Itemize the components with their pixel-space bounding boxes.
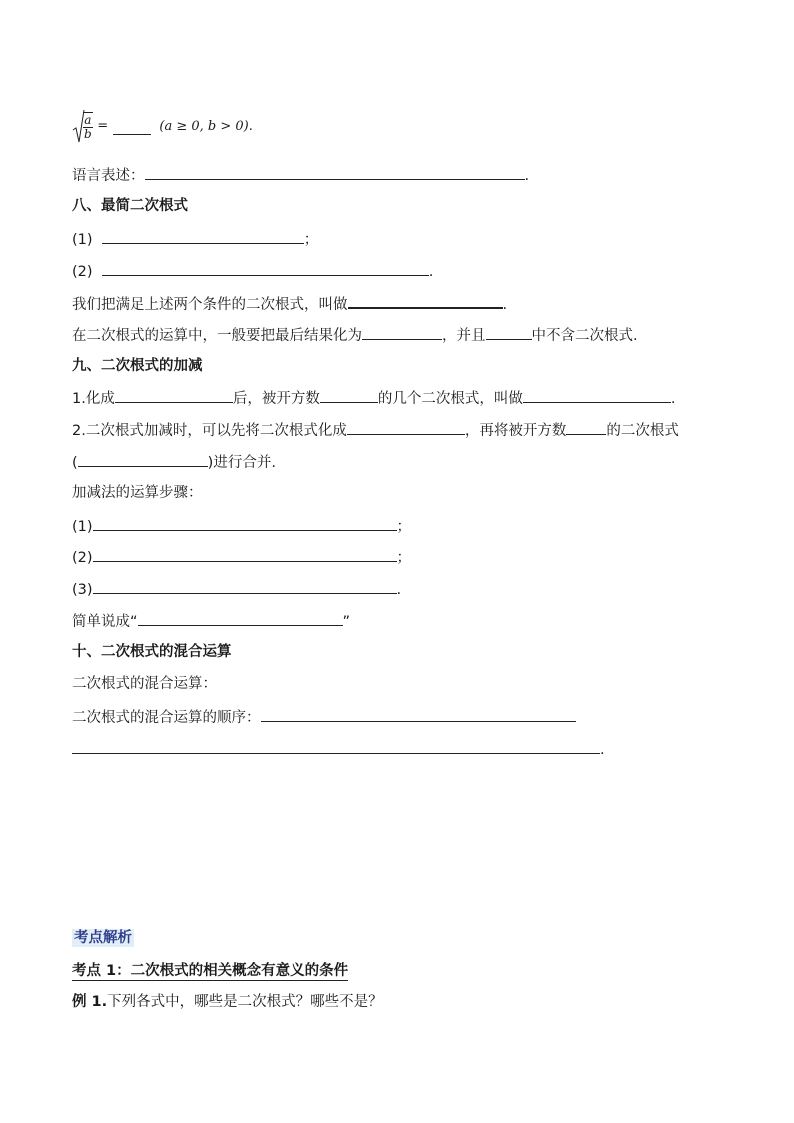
- sentence-text: 二次根式的混合运算的顺序：: [72, 710, 261, 726]
- period: .: [428, 264, 434, 280]
- example-text: 下列各式中，哪些是二次根式？哪些不是？: [107, 994, 383, 1010]
- sentence-text: 的二次根式: [606, 423, 679, 439]
- item-number: (2): [72, 264, 93, 280]
- semicolon: ；: [396, 519, 412, 535]
- step-number: (2): [72, 550, 93, 566]
- order-blank-1[interactable]: [261, 706, 576, 722]
- close-quote: ”: [342, 614, 351, 630]
- sentence-text: ，并且: [442, 328, 486, 344]
- order-blank-2[interactable]: [72, 738, 600, 754]
- result-blank[interactable]: [362, 324, 442, 340]
- exam-point-1-text: 考点 1：二次根式的相关概念有意义的条件: [72, 963, 349, 979]
- section-8-item-2: [72, 260, 433, 282]
- convert-blank[interactable]: [347, 419, 465, 435]
- fraction-numerator: a: [84, 113, 92, 127]
- semicolon: ；: [303, 232, 319, 248]
- period: .: [396, 582, 402, 598]
- square-root: [72, 112, 93, 141]
- section-8-sentence-2: [72, 324, 638, 346]
- section-10-title: 十、二次根式的混合运算: [72, 644, 232, 660]
- combine-blank[interactable]: [78, 451, 208, 467]
- exam-analysis-label: 考点解析: [74, 930, 132, 946]
- same-radicand-blank[interactable]: [566, 419, 606, 435]
- simple-phrase-blank[interactable]: [138, 610, 343, 626]
- sentence-text: 我们把满足上述两个条件的二次根式，叫做: [72, 297, 348, 313]
- section-8-title: 八、最简二次根式: [72, 198, 188, 214]
- section-8-sentence-1: [72, 292, 507, 315]
- item-2-blank[interactable]: [102, 260, 429, 276]
- section-10-line-1: 二次根式的混合运算：: [72, 676, 217, 692]
- denominator-blank[interactable]: [486, 324, 532, 340]
- sentence-text: 2.二次根式加减时，可以先将二次根式化成: [72, 423, 347, 439]
- semicolon: ；: [396, 550, 412, 566]
- period: .: [600, 742, 605, 758]
- exam-analysis-tag: [72, 928, 134, 948]
- step-1: [72, 515, 411, 537]
- section-9-paragraph-3: [72, 451, 276, 473]
- section-9-paragraph-2: [72, 419, 679, 441]
- item-1-blank[interactable]: [102, 228, 304, 244]
- radicand-blank[interactable]: [320, 387, 378, 403]
- formula-condition: (a ≥ 0, b > 0).: [159, 118, 253, 134]
- step-2-blank[interactable]: [93, 546, 397, 562]
- formula-blank[interactable]: [113, 119, 151, 135]
- term-blank[interactable]: [523, 387, 671, 403]
- radical-sign-icon: [72, 110, 86, 144]
- sentence-text: 1.化成: [72, 391, 115, 407]
- example-1: [72, 992, 383, 1012]
- sentence-text: 在二次根式的运算中，一般要把最后结果化为: [72, 328, 362, 344]
- period: .: [524, 168, 530, 184]
- step-1-blank[interactable]: [93, 515, 397, 531]
- section-10-line-3: [72, 738, 605, 760]
- sentence-text: ，再将被开方数: [464, 423, 567, 439]
- item-number: (1): [72, 232, 93, 248]
- equals-sign: =: [97, 118, 109, 134]
- sentence-text: 简单说成“: [72, 614, 138, 630]
- language-label: 语言表述：: [72, 168, 145, 184]
- sentence-text: )进行合并.: [207, 455, 276, 471]
- step-3-blank[interactable]: [93, 578, 397, 594]
- sentence-text: 后，被开方数: [232, 391, 320, 407]
- section-8-item-1: [72, 228, 318, 250]
- step-number: (3): [72, 582, 93, 598]
- language-expression-line: [72, 164, 529, 186]
- open-paren: (: [72, 455, 78, 471]
- definition-blank[interactable]: [348, 292, 503, 309]
- fraction-denominator: b: [84, 127, 92, 141]
- section-9-title: 九、二次根式的加减: [72, 358, 203, 374]
- simplest-form-blank[interactable]: [115, 387, 233, 403]
- sentence-text: 中不含二次根式.: [531, 328, 638, 344]
- steps-label: 加减法的运算步骤：: [72, 485, 203, 501]
- period: .: [502, 297, 508, 313]
- simple-phrase-line: [72, 610, 350, 632]
- sentence-text: 的几个二次根式，叫做: [377, 391, 523, 407]
- period: .: [670, 391, 676, 407]
- formula-line: [72, 112, 253, 140]
- example-label: 例 1.: [72, 994, 108, 1010]
- exam-point-1: [72, 961, 348, 981]
- section-9-paragraph-1: [72, 387, 675, 409]
- section-10-line-2: [72, 706, 576, 728]
- language-blank[interactable]: [145, 164, 525, 180]
- step-2: [72, 546, 411, 568]
- step-3: [72, 578, 401, 600]
- step-number: (1): [72, 519, 93, 535]
